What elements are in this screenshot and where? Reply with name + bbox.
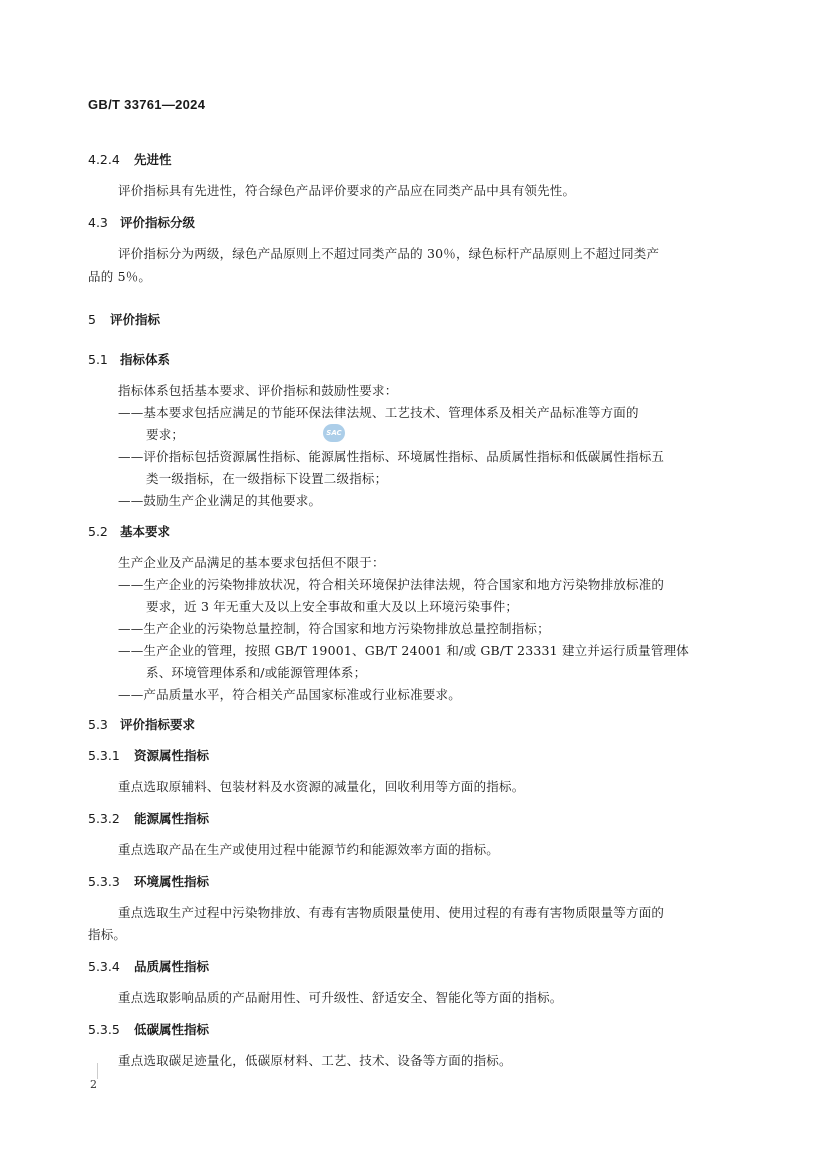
heading-number: 5.3.5 bbox=[88, 1022, 120, 1037]
paragraph-line: 品的 5％。 bbox=[88, 269, 152, 284]
heading-number: 5 bbox=[88, 312, 96, 327]
paragraph-line: 评价指标具有先进性，符合绿色产品评价要求的产品应在同类产品中具有领先性。 bbox=[118, 183, 576, 198]
heading-5 bbox=[88, 310, 160, 328]
heading-number: 5.3.4 bbox=[88, 959, 120, 974]
paragraph-line: 指标体系包括基本要求、评价指标和鼓励性要求： bbox=[118, 383, 398, 398]
heading-title: 资源属性指标 bbox=[134, 748, 210, 763]
page-number: 2 bbox=[90, 1078, 97, 1091]
heading-5-3-5 bbox=[88, 1020, 209, 1038]
heading-4-2-4 bbox=[88, 150, 172, 168]
heading-title: 品质属性指标 bbox=[134, 959, 210, 974]
heading-number: 5.3.2 bbox=[88, 811, 120, 826]
heading-5-3-3 bbox=[88, 872, 209, 890]
heading-5-1 bbox=[88, 350, 170, 368]
heading-title: 低碳属性指标 bbox=[134, 1022, 210, 1037]
heading-title: 评价指标 bbox=[110, 312, 161, 327]
heading-number: 5.1 bbox=[88, 352, 108, 367]
list-item-continuation: 要求，近 3 年无重大及以上安全事故和重大及以上环境污染事件； bbox=[146, 599, 519, 614]
paragraph-line: 重点选取产品在生产或使用过程中能源节约和能源效率方面的指标。 bbox=[118, 842, 500, 857]
paragraph-line: 指标。 bbox=[88, 927, 127, 942]
paragraph-line: 重点选取碳足迹量化，低碳原材料、工艺、技术、设备等方面的指标。 bbox=[118, 1053, 512, 1068]
heading-title: 基本要求 bbox=[120, 524, 171, 539]
list-item-continuation: 类一级指标，在一级指标下设置二级指标； bbox=[146, 471, 388, 486]
list-item-continuation: 系、环境管理体系和/或能源管理体系； bbox=[146, 665, 367, 680]
list-item: ——鼓励生产企业满足的其他要求。 bbox=[118, 493, 322, 508]
heading-title: 环境属性指标 bbox=[134, 874, 210, 889]
heading-title: 评价指标要求 bbox=[120, 717, 196, 732]
heading-title: 评价指标分级 bbox=[120, 215, 196, 230]
heading-number: 5.3 bbox=[88, 717, 108, 732]
heading-title: 先进性 bbox=[134, 152, 172, 167]
list-item: ——生产企业的污染物排放状况，符合相关环境保护法律法规，符合国家和地方污染物排放标准的 bbox=[118, 577, 665, 592]
paragraph-line: 重点选取影响品质的产品耐用性、可升级性、舒适安全、智能化等方面的指标。 bbox=[118, 990, 563, 1005]
heading-number: 5.3.3 bbox=[88, 874, 120, 889]
paragraph-line: 重点选取原辅料、包装材料及水资源的减量化，回收利用等方面的指标。 bbox=[118, 779, 525, 794]
heading-number: 5.3.1 bbox=[88, 748, 120, 763]
heading-number: 5.2 bbox=[88, 524, 108, 539]
margin-rule bbox=[97, 1063, 98, 1079]
heading-number: 4.2.4 bbox=[88, 152, 120, 167]
list-item: ——评价指标包括资源属性指标、能源属性指标、环境属性指标、品质属性指标和低碳属性指标五 bbox=[118, 449, 665, 464]
heading-5-3-4 bbox=[88, 957, 209, 975]
heading-5-3-2 bbox=[88, 809, 209, 827]
standard-code: GB/T 33761—2024 bbox=[88, 97, 206, 112]
heading-4-3 bbox=[88, 213, 195, 231]
heading-5-3-1 bbox=[88, 746, 209, 764]
list-item-continuation: 要求； bbox=[146, 427, 185, 442]
list-item: ——基本要求包括应满足的节能环保法律法规、工艺技术、管理体系及相关产品标准等方面的 bbox=[118, 405, 639, 420]
paragraph-line: 评价指标分为两级，绿色产品原则上不超过同类产品的 30％，绿色标杆产品原则上不超过同类产 bbox=[118, 246, 660, 261]
paragraph-line: 生产企业及产品满足的基本要求包括但不限于： bbox=[118, 555, 385, 570]
heading-title: 能源属性指标 bbox=[134, 811, 210, 826]
heading-5-3 bbox=[88, 715, 195, 733]
heading-title: 指标体系 bbox=[120, 352, 171, 367]
list-item: ——产品质量水平，符合相关产品国家标准或行业标准要求。 bbox=[118, 687, 461, 702]
list-item: ——生产企业的污染物总量控制，符合国家和地方污染物排放总量控制指标； bbox=[118, 621, 550, 636]
list-item: ——生产企业的管理，按照 GB/T 19001、GB/T 24001 和/或 GB/T 23331 建立并运行质量管理体 bbox=[118, 643, 689, 658]
heading-5-2 bbox=[88, 522, 170, 540]
sac-watermark-logo: SAC bbox=[323, 424, 345, 442]
heading-number: 4.3 bbox=[88, 215, 108, 230]
paragraph-line: 重点选取生产过程中污染物排放、有毒有害物质限量使用、使用过程的有毒有害物质限量等方面的 bbox=[118, 905, 665, 920]
